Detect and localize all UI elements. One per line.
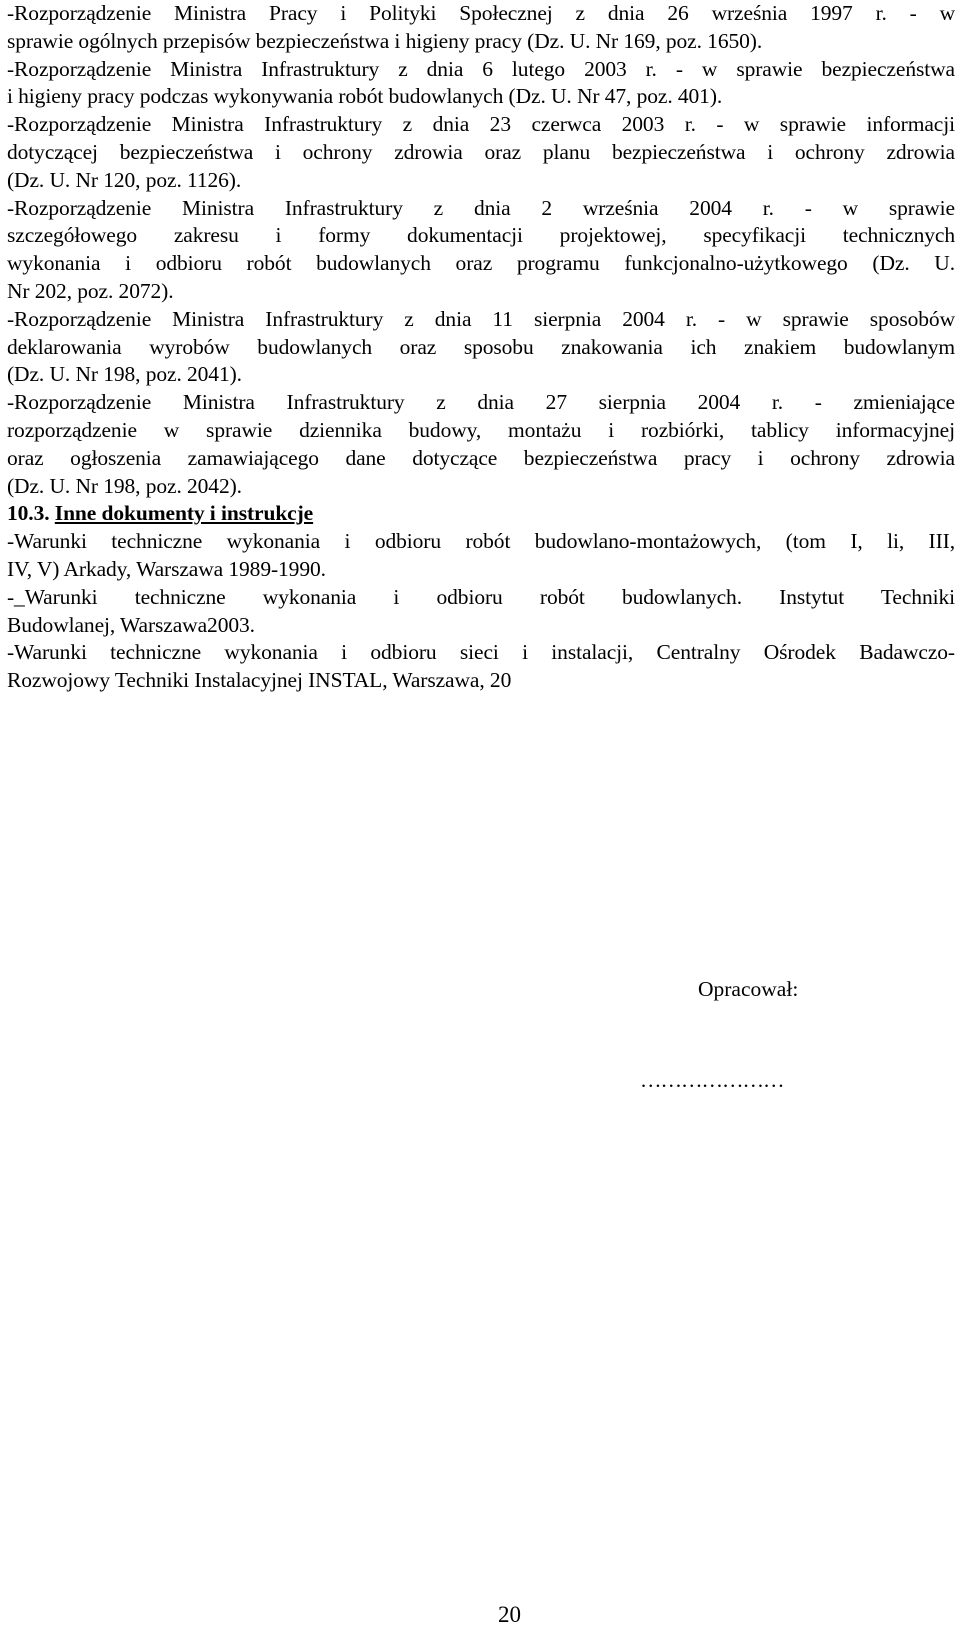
section-number: 10.3. [7, 501, 50, 526]
text-line: szczegółowego zakresu i formy dokumentacji projektowej, specyfikacji technicznych [7, 223, 955, 248]
text-line: -Rozporządzenie Ministra Infrastruktury z dnia 6 lutego 2003 r. - w sprawie bezpieczeństwa [7, 56, 955, 81]
text-line: (Dz. U. Nr 120, poz. 1126). [7, 167, 242, 192]
text-line: -Rozporządzenie Ministra Infrastruktury z dnia 23 czerwca 2003 r. - w sprawie informacji [7, 112, 955, 137]
text-line: Budowlanej, Warszawa2003. [7, 612, 255, 637]
signature-label: Opracował: [698, 977, 799, 1001]
text-line: dotyczącej bezpieczeństwa i ochrony zdrowia oraz planu bezpieczeństwa i ochrony zdrowia [7, 139, 955, 164]
text-line: (Dz. U. Nr 198, poz. 2042). [7, 473, 242, 498]
text-line: oraz ogłoszenia zamawiającego dane dotyczące bezpieczeństwa pracy i ochrony zdrowia [7, 445, 955, 470]
text-line: -Warunki techniczne wykonania i odbioru robót budowlano-montażowych, (tom I, li, III, [7, 529, 955, 554]
text-line: i higieny pracy podczas wykonywania robót budowlanych (Dz. U. Nr 47, poz. 401). [7, 84, 723, 109]
signature-line: ………………… [640, 1068, 784, 1092]
text-line: (Dz. U. Nr 198, poz. 2041). [7, 362, 242, 387]
text-line: rozporządzenie w sprawie dziennika budowy, montażu i rozbiórki, tablicy informacyjnej [7, 417, 955, 442]
text-line: -_Warunki techniczne wykonania i odbioru robót budowlanych. Instytut Techniki [7, 584, 955, 609]
page-number: 20 [498, 1602, 521, 1627]
text-line: -Warunki techniczne wykonania i odbioru sieci i instalacji, Centralny Ośrodek Badawczo- [7, 640, 955, 665]
text-line: deklarowania wyrobów budowlanych oraz sposobu znakowania ich znakiem budowlanym [7, 334, 955, 359]
document-body [7, 0, 955, 695]
text-line: wykonania i odbioru robót budowlanych oraz programu funkcjonalno-użytkowego (Dz. U. [7, 251, 955, 276]
text-line: IV, V) Arkady, Warszawa 1989-1990. [7, 556, 326, 581]
text-line: -Rozporządzenie Ministra Pracy i Polityki Społecznej z dnia 26 września 1997 r. - w [7, 1, 955, 25]
text-line: Rozwojowy Techniki Instalacyjnej INSTAL, Warszawa, 20 [7, 668, 512, 693]
text-line: -Rozporządzenie Ministra Infrastruktury z dnia 27 sierpnia 2004 r. - zmieniające [7, 390, 955, 415]
section-title: Inne dokumenty i instrukcje [54, 501, 314, 526]
text-line: -Rozporządzenie Ministra Infrastruktury z dnia 2 września 2004 r. - w sprawie [7, 195, 955, 220]
text-line: Nr 202, poz. 2072). [7, 278, 174, 303]
section-heading [7, 500, 955, 528]
text-line: sprawie ogólnych przepisów bezpieczeństwa i higieny pracy (Dz. U. Nr 169, poz. 1650). [7, 28, 763, 53]
text-line: -Rozporządzenie Ministra Infrastruktury z dnia 11 sierpnia 2004 r. - w sprawie sposobów [7, 306, 955, 331]
